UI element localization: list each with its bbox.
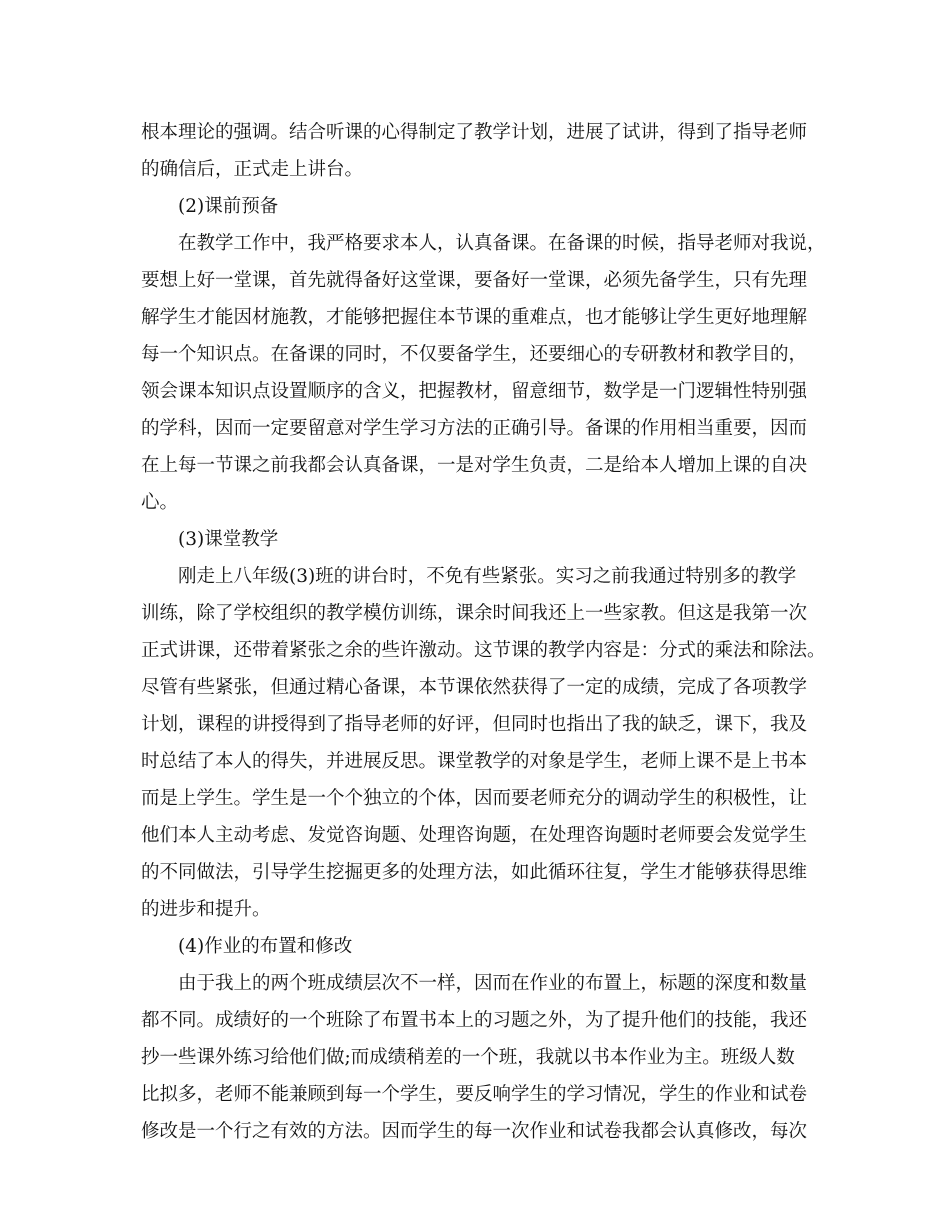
document-body bbox=[141, 114, 826, 1150]
paragraph-line: 而是上学生。学生是一个个独立的个体，因而要老师充分的调动学生的积极性，让 bbox=[141, 788, 808, 809]
paragraph-line: 的进步和提升。 bbox=[141, 899, 271, 920]
paragraph-line: 领会课本知识点设置顺序的含义，把握教材，留意细节，数学是一门逻辑性特别强 bbox=[141, 381, 808, 402]
paragraph-line: 心。 bbox=[141, 492, 179, 513]
paragraph-line: 刚走上八年级(3)班的讲台时，不免有些紧张。实习之前我通过特别多的教学 bbox=[178, 566, 797, 587]
paragraph-line: 训练，除了学校组织的教学模仿训练，课余时间我还上一些家教。但这是我第一次 bbox=[141, 603, 808, 624]
paragraph-line: 在教学工作中，我严格要求本人，认真备课。在备课的时候，指导老师对我说， bbox=[178, 233, 826, 254]
paragraph-line: 解学生才能因材施教，才能够把握住本节课的重难点，也才能够让学生更好地理解 bbox=[141, 307, 808, 328]
paragraph-line: 根本理论的强调。结合听课的心得制定了教学计划，进展了试讲，得到了指导老师 bbox=[141, 122, 808, 143]
paragraph-line: 计划，课程的讲授得到了指导老师的好评，但同时也指出了我的缺乏，课下，我及 bbox=[141, 714, 808, 735]
paragraph-line: 修改是一个行之有效的方法。因而学生的每一次作业和试卷我都会认真修改，每次 bbox=[141, 1121, 808, 1142]
paragraph-line: 要想上好一堂课，首先就得备好这堂课，要备好一堂课，必须先备学生，只有先理 bbox=[141, 270, 808, 291]
paragraph-line: 由于我上的两个班成绩层次不一样，因而在作业的布置上，标题的深度和数量 bbox=[178, 973, 808, 994]
paragraph-line: 时总结了本人的得失，并进展反思。课堂教学的对象是学生，老师上课不是上书本 bbox=[141, 751, 808, 772]
paragraph-line: 尽管有些紧张，但通过精心备课，本节课依然获得了一定的成绩，完成了各项教学 bbox=[141, 677, 808, 698]
paragraph-line: 都不同。成绩好的一个班除了布置书本上的习题之外，为了提升他们的技能，我还 bbox=[141, 1010, 808, 1031]
paragraph-line: 每一个知识点。在备课的同时，不仅要备学生，还要细心的专研教材和教学目的， bbox=[141, 344, 808, 365]
paragraph-line: 在上每一节课之前我都会认真备课，一是对学生负责，二是给本人增加上课的自决 bbox=[141, 455, 808, 476]
paragraph-line: 的确信后，正式走上讲台。 bbox=[141, 159, 364, 180]
section-heading-homework: (4)作业的布置和修改 bbox=[178, 936, 353, 957]
section-heading-preparation: (2)课前预备 bbox=[178, 196, 279, 217]
paragraph-line: 的不同做法，引导学生挖掘更多的处理方法，如此循环往复，学生才能够获得思维 bbox=[141, 862, 808, 883]
paragraph-line: 的学科，因而一定要留意对学生学习方法的正确引导。备课的作用相当重要，因而 bbox=[141, 418, 808, 439]
section-heading-classroom: (3)课堂教学 bbox=[178, 529, 279, 550]
paragraph-line: 正式讲课，还带着紧张之余的些许激动。这节课的教学内容是：分式的乘法和除法。 bbox=[141, 640, 826, 661]
paragraph-line: 比拟多，老师不能兼顾到每一个学生，要反响学生的学习情况，学生的作业和试卷 bbox=[141, 1084, 808, 1105]
paragraph-line: 抄一些课外练习给他们做;而成绩稍差的一个班，我就以书本作业为主。班级人数 bbox=[141, 1047, 795, 1068]
paragraph-line: 他们本人主动考虑、发觉咨询题、处理咨询题，在处理咨询题时老师要会发觉学生 bbox=[141, 825, 808, 846]
